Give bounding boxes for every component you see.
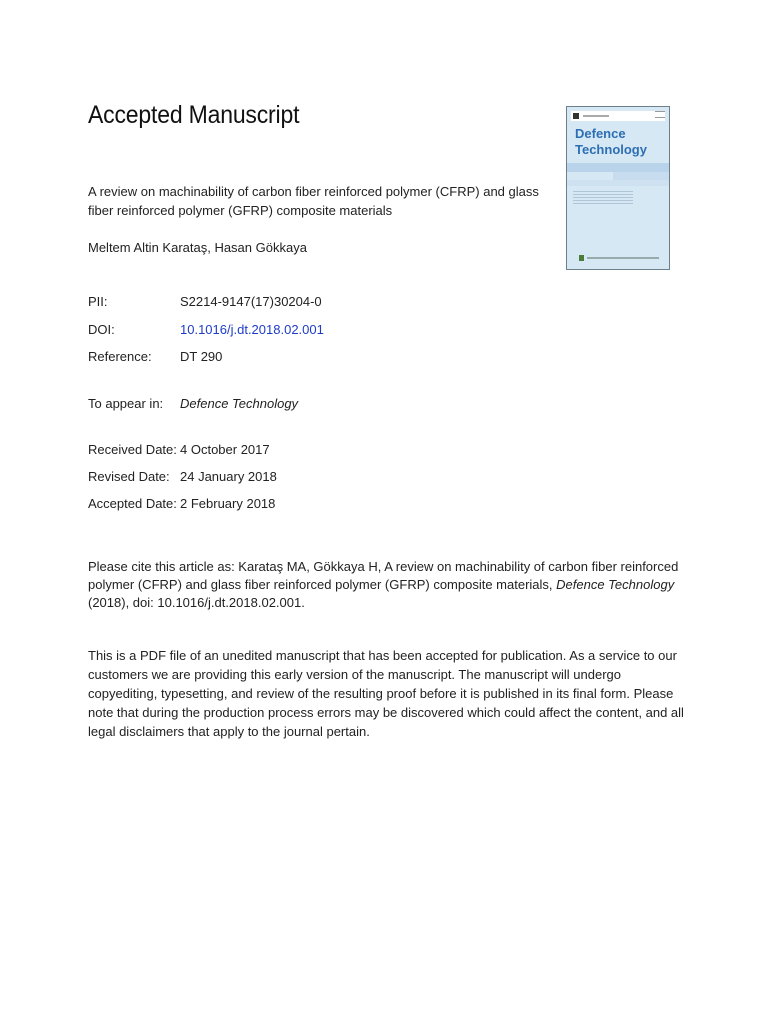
revised-date-value: 24 January 2018	[180, 469, 277, 484]
to-appear-in-label: To appear in:	[88, 396, 164, 411]
cover-stripe	[567, 180, 669, 186]
doi-link[interactable]: 10.1016/j.dt.2018.02.001	[180, 322, 324, 337]
society-logo-icon	[579, 255, 584, 261]
pii-value: S2214-9147(17)30204-0	[180, 294, 322, 309]
citation-doi: (2018), doi: 10.1016/j.dt.2018.02.001.	[88, 595, 305, 610]
received-date-label: Received Date:	[88, 442, 177, 457]
article-title: A review on machinability of carbon fiber reinforced polymer (CFRP) and glass fiber reinforced polymer (GFRP) composite materials	[88, 184, 539, 218]
to-appear-in-value: Defence Technology	[180, 396, 299, 411]
pii-label: PII:	[88, 294, 108, 309]
accepted-date-label: Accepted Date:	[88, 496, 177, 511]
cover-header-text	[583, 115, 609, 117]
revised-date-label: Revised Date:	[88, 469, 170, 484]
cover-stripe	[567, 163, 669, 172]
cover-header-bar	[571, 111, 665, 121]
citation-journal: Defence Technology	[556, 577, 675, 592]
cover-footer	[579, 255, 659, 261]
disclaimer-paragraph: This is a PDF file of an unedited manuscript that has been accepted for publication. As a service to our customers we are providing this early version of the manuscript. The manuscript will undergo copyediting, typesetting, and review of the resulting proof before it is published in its final form. Please note that during the production process errors may be discovered which could affect the content, and all legal disclaimers that apply to the journal pertain.	[88, 648, 684, 739]
reference-label: Reference:	[88, 349, 152, 364]
cover-fine-print	[573, 191, 633, 205]
cover-footer-text	[587, 257, 659, 259]
article-authors: Meltem Altin Karataş, Hasan Gökkaya	[88, 240, 307, 255]
received-date-value: 4 October 2017	[180, 442, 270, 457]
publisher-logo-icon	[573, 113, 579, 119]
cover-stripe	[613, 172, 669, 180]
doi-label: DOI:	[88, 322, 115, 337]
page-heading: Accepted Manuscript	[88, 101, 300, 129]
accepted-date-value: 2 February 2018	[180, 496, 276, 511]
cover-corner-mark	[655, 111, 665, 118]
journal-cover-image	[566, 106, 670, 270]
citation-text: Please cite this article as: Karataş MA, Gökkaya H, A review on machinability of carbon fiber reinforced polymer (CFRP) and glass fiber reinforced polymer (GFRP) composite materials,	[88, 559, 679, 592]
citation-paragraph	[88, 558, 688, 612]
reference-value: DT 290	[180, 349, 223, 364]
cover-journal-title: Defence Technology	[575, 126, 647, 157]
